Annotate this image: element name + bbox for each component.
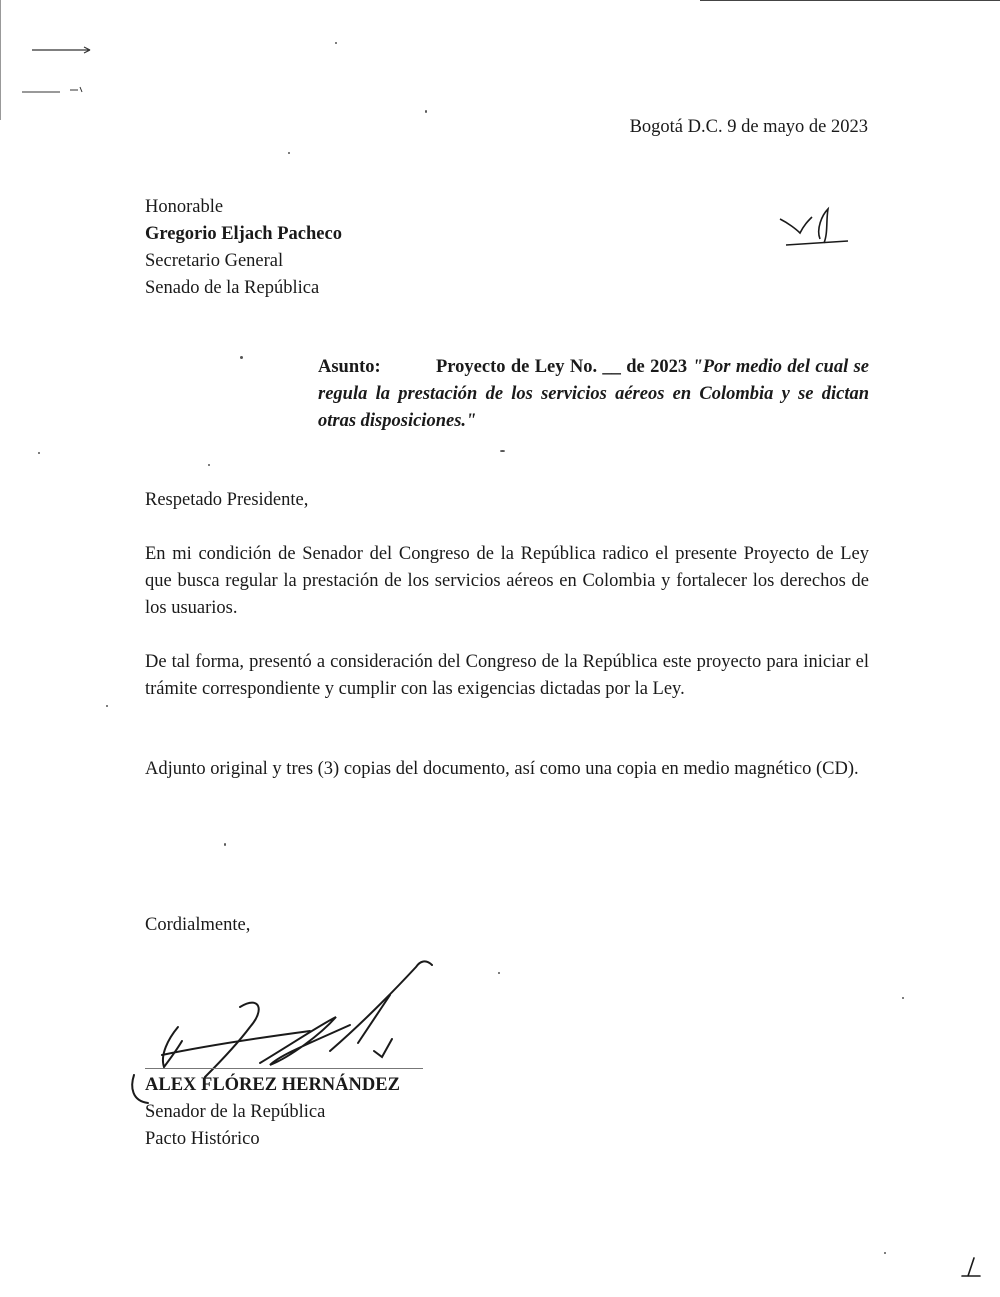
scan-speck	[224, 843, 226, 846]
closing: Cordialmente,	[145, 915, 251, 935]
scan-speck	[288, 152, 290, 154]
letter-date: Bogotá D.C. 9 de mayo de 2023	[629, 117, 868, 137]
scan-speck	[902, 997, 904, 999]
handwritten-initials-icon	[778, 203, 858, 253]
subject-bill: Proyecto de Ley No. __ de 2023	[436, 357, 688, 377]
signer-name: ALEX FLÓREZ HERNÁNDEZ	[145, 1075, 400, 1095]
scan-speck	[240, 356, 243, 359]
addressee-institution: Senado de la República	[145, 278, 320, 298]
signer-block	[145, 1072, 400, 1153]
subject-label: Asunto:	[318, 357, 381, 377]
scan-speck	[38, 452, 40, 454]
signature-line	[145, 1068, 423, 1069]
signer-party: Pacto Histórico	[145, 1129, 260, 1149]
subject-block	[318, 354, 869, 435]
scan-speck	[335, 42, 337, 44]
body-paragraph: Adjunto original y tres (3) copias del documento, así como una copia en medio magnético (CD).	[145, 759, 859, 779]
signer-position: Senador de la República	[145, 1102, 326, 1122]
scan-speck	[208, 464, 210, 466]
scan-speck	[498, 972, 500, 974]
scan-speck	[425, 110, 427, 113]
addressee-block	[145, 194, 342, 302]
scan-edge-line	[0, 0, 1, 120]
addressee-name: Gregorio Eljach Pacheco	[145, 224, 342, 244]
addressee-position: Secretario General	[145, 251, 284, 271]
body-paragraph: De tal forma, presentó a consideración del Congreso de la República este proyecto para iniciar el trámite correspondiente y cumplir con las exigencias dictadas por la Ley.	[145, 652, 869, 699]
greeting: Respetado Presidente,	[145, 490, 309, 510]
scan-speck	[884, 1252, 886, 1254]
scan-artifact-marks	[20, 40, 110, 100]
subject-title: "Por medio del cual se regula la prestación de los servicios aéreos en Colombia y se dictan otras disposiciones."	[318, 357, 869, 431]
scan-speck	[500, 450, 505, 452]
handwritten-page-number-icon	[956, 1254, 986, 1284]
body-paragraph: En mi condición de Senador del Congreso de la República radico el presente Proyecto de Ley que busca regular la prestación de los servicios aéreos en Colombia y fortalecer los derechos de los usuarios.	[145, 544, 869, 618]
scan-edge-line	[700, 0, 1000, 1]
addressee-salutation-title: Honorable	[145, 197, 224, 217]
scan-speck	[106, 705, 108, 707]
